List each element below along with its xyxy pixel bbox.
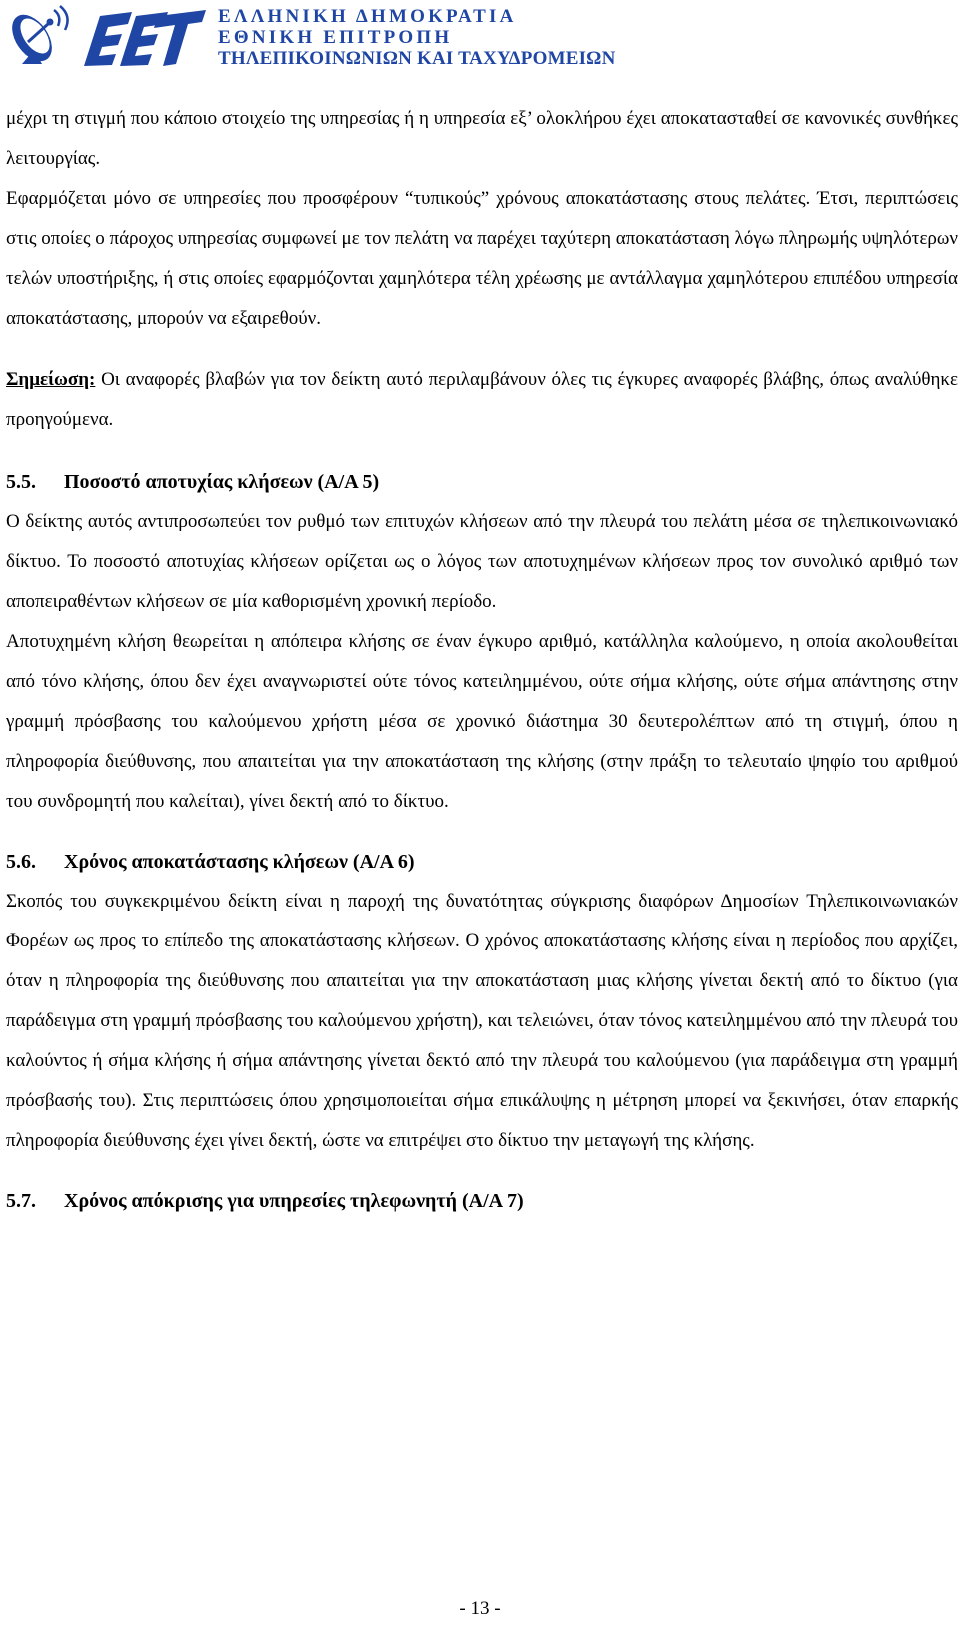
paragraph-call-failure-def: Ο δείκτης αυτός αντιπροσωπεύει τον ρυθμό των επιτυχών κλήσεων από την πλευρά του πελάτη μέσα σε τηλεπικοινωνιακό δίκτυο. Το ποσοστό αποτυχίας κλήσεων ορίζεται ως ο λόγος των αποτυχημένων κλήσεων προς τον συνολικό αριθμό των αποπειραθέντων κλήσεων σε μία καθορισμένη χρονική περίοδο.: [6, 511, 958, 613]
section-title: Χρόνος απόκρισης για υπηρεσίες τηλεφωνητή (Α/Α 7): [64, 1189, 524, 1212]
section-heading-5-5: [6, 462, 958, 502]
section-number: 5.7.: [6, 1189, 36, 1212]
note-label: Σημείωση:: [6, 369, 96, 391]
section-title: Χρόνος αποκατάστασης κλήσεων (Α/Α 6): [64, 850, 415, 873]
org-line-2: ΕΘΝΙΚΗ ΕΠΙΤΡΟΠΗ: [218, 27, 453, 48]
paragraph-failed-call: Αποτυχημένη κλήση θεωρείται η απόπειρα κλήσης σε έναν έγκυρο αριθμό, κατάλληλα καλούμενο, η οποία ακολουθείται από τόνο κλήσης, όπου δεν έχει αναγνωριστεί ούτε τόνος κατειλημμένου, ούτε σήμα κλήσης, ούτε σήμα απάντησης στην γραμμή πρόσβασης του καλούμενου χρήστη μέσα σε χρονικό διάστημα 30 δευτερολέπτων από τη στιγμή, όπου η πληροφορία διεύθυνσης, που απαιτείται για την αποκατάσταση της κλήσης (στην πράξη το τελευταίο ψηφίο του αριθμού του συνδρομητή που καλείται), γίνει δεκτή από το δίκτυο.: [6, 630, 958, 812]
paragraph-call-setup-time: Σκοπός του συγκεκριμένου δείκτη είναι η παροχή της δυνατότητας σύγκρισης διαφόρων Δημοσίων Τηλεπικοινωνιακών Φορέων ως προς το επίπεδο της αποκατάστασης κλήσεων. Ο χρόνος αποκατάστασης κλήσης είναι η περίοδος που αρχίζει, όταν η πληροφορία της διεύθυνσης που απαιτείται για την αποκατάσταση μιας κλήσης γίνεται δεκτή από το δίκτυο (για παράδειγμα στη γραμμή πρόσβασης του καλούμενου χρήστη), και τελειώνει, όταν τόνος κατειλημμένου από την πλευρά του καλούντος ή σήμα κλήσης ή σήμα απάντησης γίνεται δεκτό από την πλευρά του καλούμενου (για παράδειγμα στη γραμμή πρόσβασής του). Στις περιπτώσεις όπου χρησιμοποιείται σήμα επικάλυψης η μέτρηση μπορεί να ξεκινήσει, όταν επαρκής πληροφορία διεύθυνσης έχει γίνει δεκτή, ώστε να επιτρέψει στο δίκτυο την μεταγωγή της κλήσης.: [6, 890, 958, 1151]
organization-name: [218, 6, 616, 69]
section-heading-5-7: [6, 1181, 958, 1221]
document-body: [6, 99, 958, 1221]
note-paragraph: [6, 360, 958, 440]
letterhead: [8, 2, 948, 78]
section-number: 5.5.: [6, 471, 36, 494]
note-text: Οι αναφορές βλαβών για τον δείκτη αυτό περιλαμβάνουν όλες τις έγκυρες αναφορές βλάβης, όπως αναλύθηκε προηγούμενα.: [6, 369, 958, 431]
section-title: Ποσοστό αποτυχίας κλήσεων (Α/Α 5): [64, 471, 380, 494]
org-line-3: ΤΗΛΕΠΙΚΟΙΝΩΝΙΩΝ ΚΑΙ ΤΑΧΥΔΡΟΜΕΙΩΝ: [218, 48, 616, 69]
eett-logo: [8, 2, 208, 74]
paragraph-typical-times: Εφαρμόζεται μόνο σε υπηρεσίες που προσφέρουν “τυπικούς” χρόνους αποκατάστασης στους πελάτες. Έτσι, περιπτώσεις στις οποίες ο πάροχος υπηρεσίας συμφωνεί με τον πελάτη να παρέχει ταχύτερη αποκατάσταση λόγω πληρωμής υψηλότερων τελών υποστήριξης, ή στις οποίες εφαρμόζονται χαμηλότερα τέλη χρέωσης με αντάλλαγμα χαμηλότερου επιπέδου υπηρεσία αποκατάστασης, μπορούν να εξαιρεθούν.: [6, 187, 958, 329]
paragraph-restoration-cont: μέχρι τη στιγμή που κάποιο στοιχείο της υπηρεσίας ή η υπηρεσία εξ’ ολοκλήρου έχει αποκατασταθεί σε κανονικές συνθήκες λειτουργίας.: [6, 108, 958, 169]
org-line-1: ΕΛΛΗΝΙΚΗ ΔΗΜΟΚΡΑΤΙΑ: [218, 6, 517, 27]
satellite-dish-icon: [8, 6, 68, 68]
section-number: 5.6.: [6, 850, 36, 873]
section-heading-5-6: [6, 842, 958, 882]
page-number: - 13 -: [459, 1598, 501, 1619]
